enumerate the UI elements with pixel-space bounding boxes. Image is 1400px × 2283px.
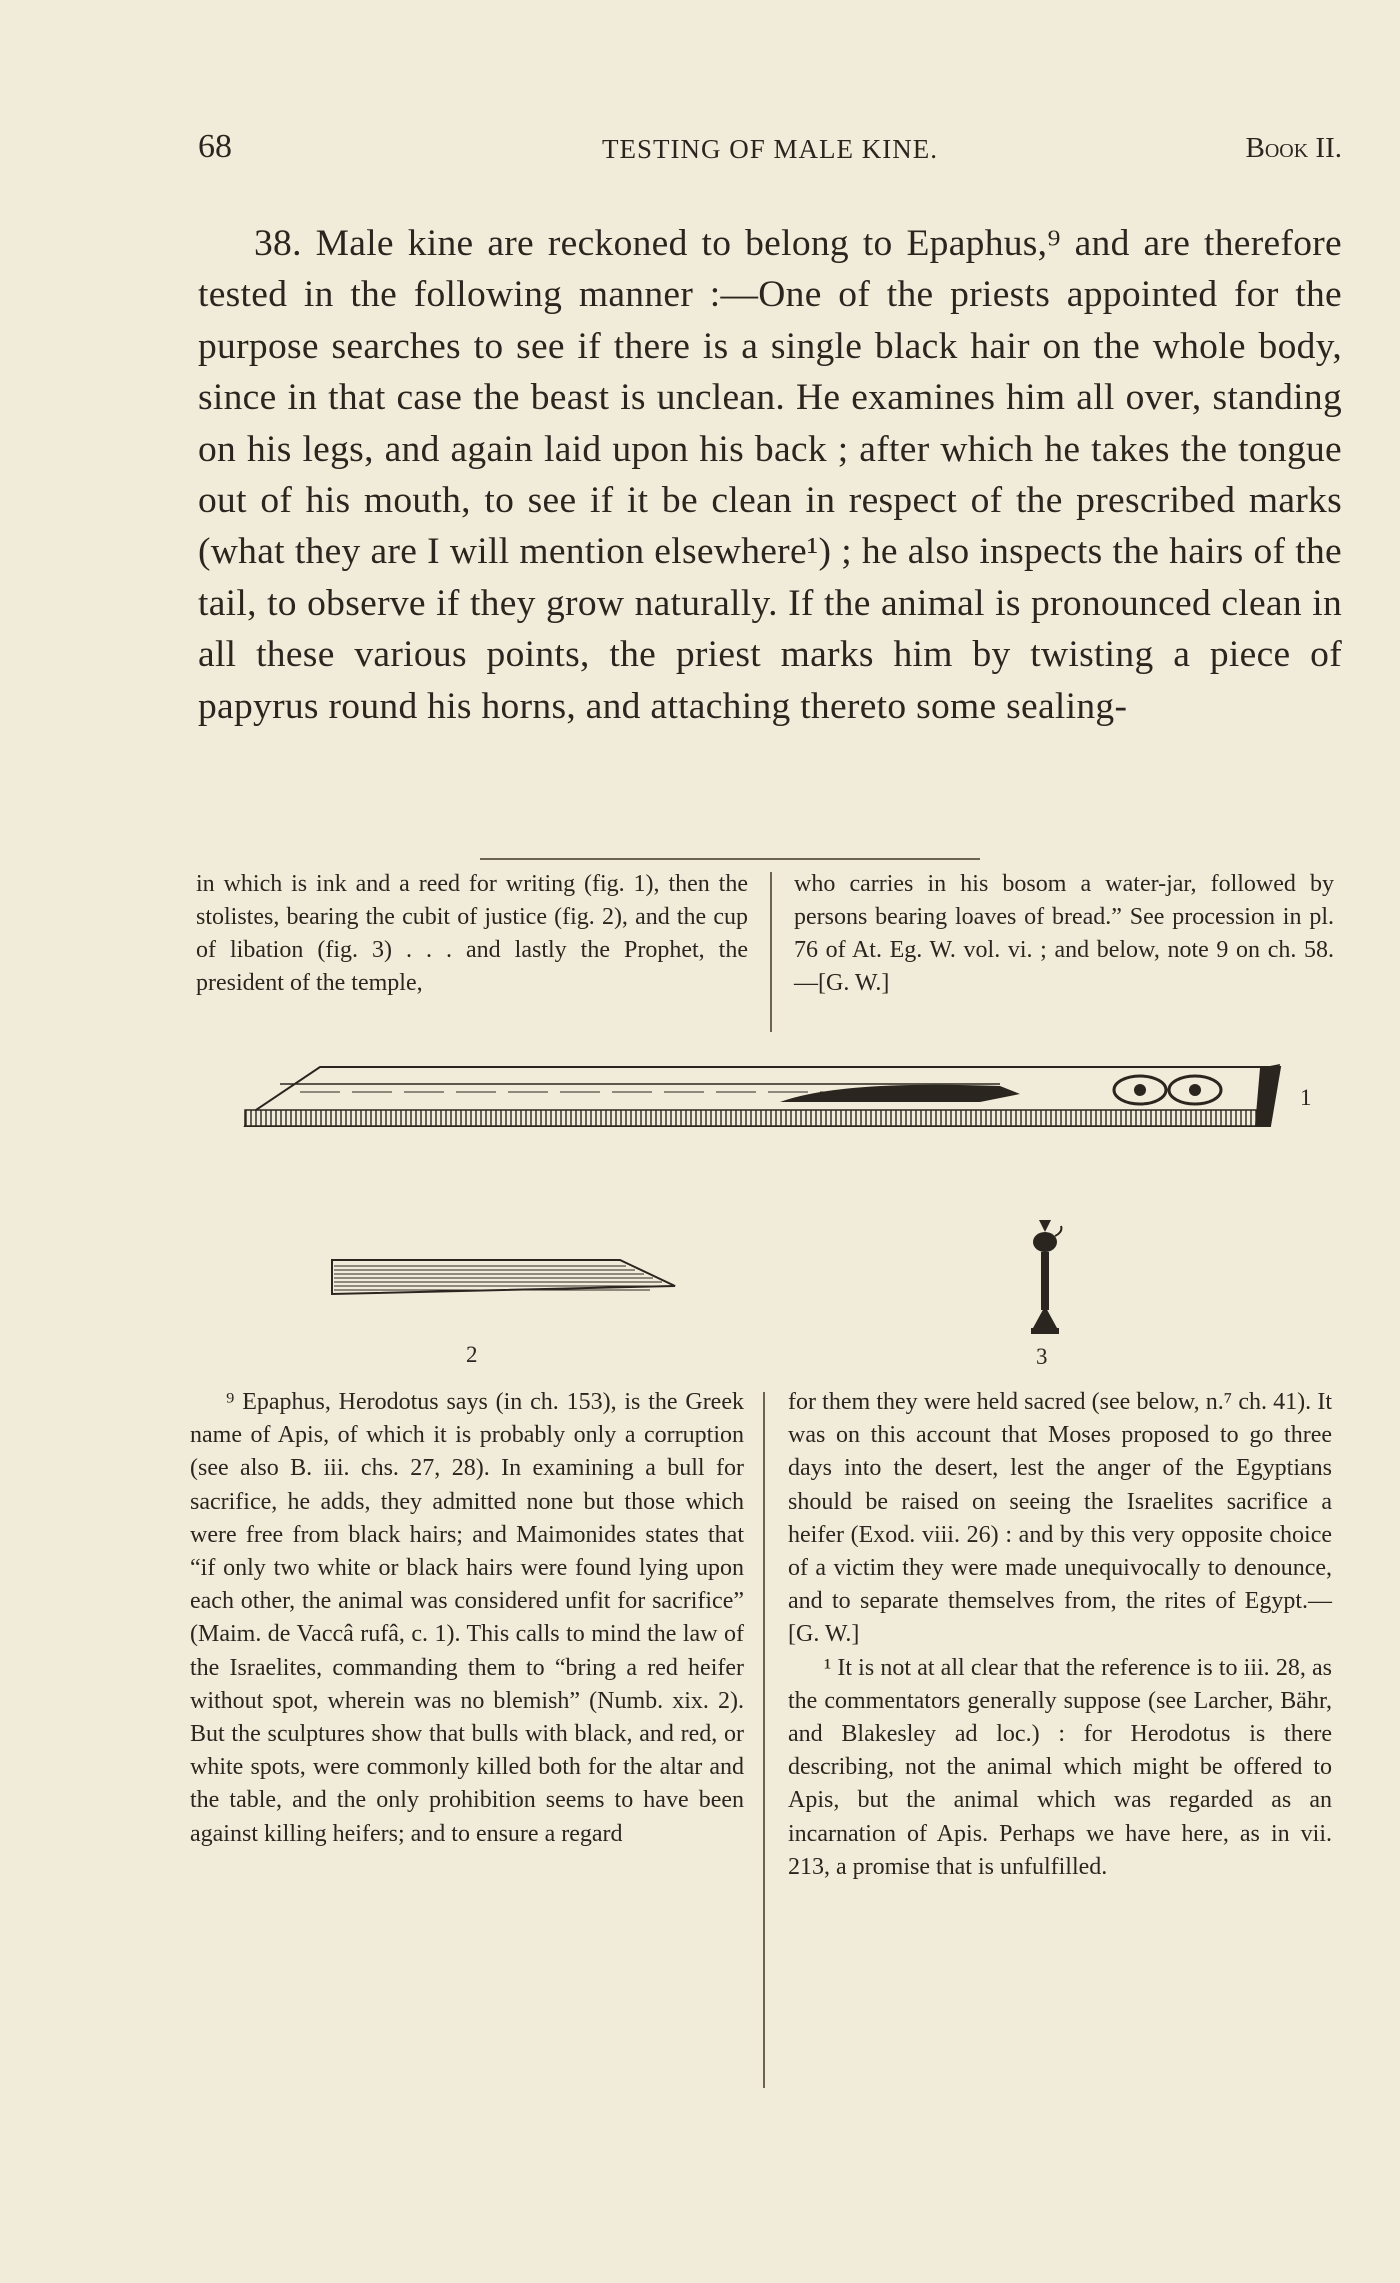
column-divider-top — [770, 872, 772, 1032]
footnote-top-right — [794, 868, 1334, 1000]
footnote-bottom-right — [788, 1386, 1332, 1884]
footnote-9 — [190, 1386, 744, 1851]
footnote-9-continuation: for them they were held sacred (see below, n.⁷ ch. 41). It was on this account that Moses proposed to go three days into the desert, lest the anger of the Egyptians should be raised on seeing the Israelites sacrifice a heifer (Exod. viii. 26) : and by this very opposite choice of a victim they were made unequivocally to denounce, and to separate themselves from, the rites of Egypt.—[G. W.] — [788, 1389, 1332, 1648]
figure-2-label: 2 — [466, 1342, 478, 1367]
figure-2-cubit — [330, 1250, 690, 1298]
footnote-1-text: ¹ It is not at all clear that the reference is to iii. 28, as the commentators generally suppose (see Larcher, Bähr, and Blakesley ad loc.) : for Herodotus is there describing, not the animal which might be offered to Apis, but the animal which was regarded as an incarnation of Apis. Perhaps we have here, as in vii. 213, a promise that is unfulfilled. — [788, 1654, 1332, 1880]
figure-3-label: 3 — [1036, 1344, 1048, 1369]
running-header — [198, 128, 1342, 178]
footnote-continuation-left: in which is ink and a reed for writing (fig. 1), then the stolistes, bearing the cubit of justice (fig. 2), and the cup of libation (fig. 3) . . . and lastly the Prophet, the president of the temple, — [196, 871, 748, 996]
footnote-9-text: ⁹ Epaphus, Herodotus says (in ch. 153), is the Greek name of Apis, of which it is probably only a corruption (see also B. iii. chs. 27, 28). In examining a bull for sacrifice, he adds, they admitted none but those which were free from black hairs; and Maimonides states that “if only two white or black hairs were found lying upon each other, the animal was considered unfit for sacrifice” (Maim. de Vaccâ rufâ, c. 1). This calls to mind the law of the Israelites, commanding them to “bring a red heifer without spot, wherein was no blemish” (Numb. xix. 2). But the sculptures show that bulls with black, and red, or white spots, were commonly killed both for the altar and the table, and the only prohibition seems to have been against killing heifers; and to ensure a regard — [190, 1389, 744, 1847]
footnote-top-left — [196, 868, 748, 1000]
footnote-continuation-right: who carries in his bosom a water-jar, followed by persons bearing loaves of bread.” See procession in pl. 76 of At. Eg. W. vol. vi. ; and below, note 9 on ch. 58.—[G. W.] — [794, 871, 1334, 996]
page-number: 68 — [198, 128, 232, 165]
figure-3-libation-cup — [1025, 1218, 1065, 1336]
book-label: Book II. — [1245, 132, 1342, 164]
footnote-divider — [480, 858, 980, 860]
column-divider-bottom — [763, 1392, 765, 2088]
running-title: TESTING OF MALE KINE. — [602, 134, 938, 164]
figure-1-palette — [240, 1062, 1300, 1132]
figure-1-label: 1 — [1300, 1085, 1312, 1110]
main-paragraph: 38. Male kine are reckoned to belong to Epaphus,⁹ and are therefore tested in the following manner :—One of the priests appointed for the purpose searches to see if there is a single black hair on the whole body, since in that case the beast is unclean. He examines him all over, standing on his legs, and again laid upon his back ; after which he takes the tongue out of his mouth, to see if it be clean in respect of the prescribed marks (what they are I will mention elsewhere¹) ; he also inspects the hairs of the tail, to observe if they grow naturally. If the animal is pronounced clean in all these various points, the priest marks him by twisting a piece of papyrus round his horns, and attaching thereto some sealing- — [198, 223, 1342, 727]
